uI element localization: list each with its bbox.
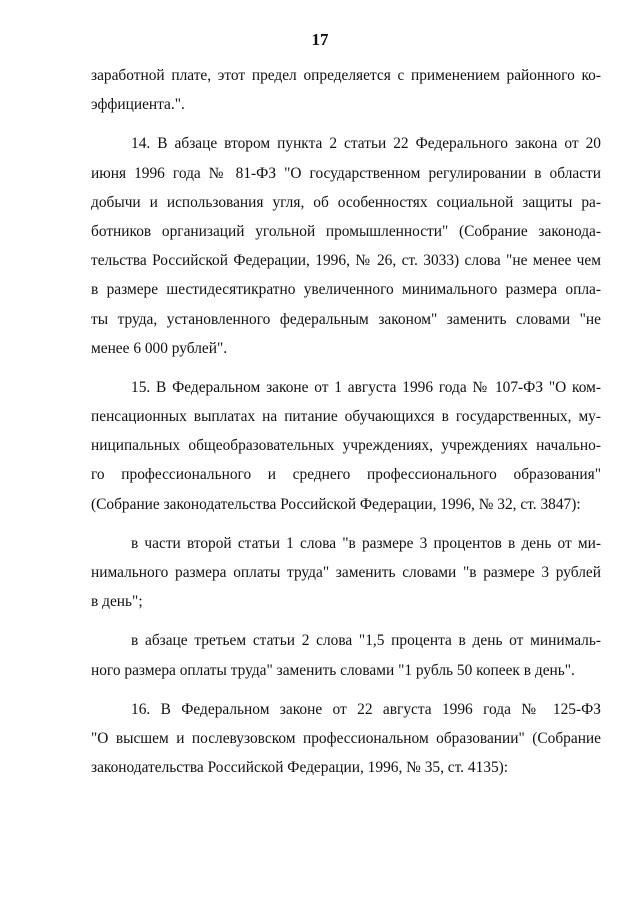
text-line: 15. В Федеральном законе от 1 августа 1996 года № 107-ФЗ "О ком- bbox=[131, 378, 601, 396]
text-line: в день"; bbox=[91, 593, 143, 611]
text-line: добычи и использования угля, об особенностях социальной защиты ра- bbox=[91, 193, 601, 211]
text-line: в размере шестидесятикратно увеличенного минимального размера опла- bbox=[91, 281, 601, 299]
text-line: го профессионального и среднего профессионального образования" bbox=[91, 466, 601, 484]
paragraph-article-1-change bbox=[91, 529, 601, 617]
text-line: 14. В абзаце втором пункта 2 статьи 22 Федерального закона от 20 bbox=[131, 135, 601, 153]
paragraph-item-15 bbox=[91, 373, 601, 519]
page-number: 17 bbox=[311, 30, 329, 49]
text-line: в части второй статьи 1 слова "в размере 3 процентов в день от ми- bbox=[131, 534, 601, 552]
text-line: ниципальных общеобразовательных учреждениях, учреждениях начально- bbox=[91, 437, 601, 455]
text-line: пенсационных выплатах на питание обучающихся в государственных, му- bbox=[91, 408, 601, 426]
text-line: тельства Российской Федерации, 1996, № 26, ст. 3033) слова "не менее чем bbox=[91, 252, 601, 270]
text-line: ботников организаций угольной промышленности" (Собрание законода- bbox=[91, 222, 601, 240]
paragraph-item-14 bbox=[91, 129, 601, 363]
text-line: менее 6 000 рублей". bbox=[91, 339, 228, 357]
document-body bbox=[91, 61, 601, 792]
text-line: нимального размера оплаты труда" заменить словами "в размере 3 рублей bbox=[91, 564, 601, 581]
text-line: 16. В Федеральном законе от 22 августа 1996 года № 125-ФЗ bbox=[131, 700, 601, 718]
text-line: ты труда, установленного федеральным законом" заменить словами "не bbox=[91, 310, 601, 328]
paragraph-item-16 bbox=[91, 695, 601, 783]
text-line: (Собрание законодательства Российской Федерации, 1996, № 32, ст. 3847): bbox=[91, 495, 581, 513]
text-line: в абзаце третьем статьи 2 слова "1,5 процента в день от минималь- bbox=[131, 632, 601, 650]
paragraph-article-2-change bbox=[91, 626, 601, 684]
text-line: июня 1996 года № 81-ФЗ "О государственном регулировании в области bbox=[91, 164, 601, 182]
text-line: "О высшем и послевузовском профессиональном образовании" (Собрание bbox=[91, 729, 601, 747]
paragraph-continuation bbox=[91, 61, 601, 119]
text-line: заработной плате, этот предел определяется с применением районного ко- bbox=[91, 67, 601, 84]
text-line: ного размера оплаты труда" заменить словами "1 рубль 50 копеек в день". bbox=[91, 661, 575, 679]
text-line: законодательства Российской Федерации, 1996, № 35, ст. 4135): bbox=[91, 759, 509, 777]
text-line: эффициента.". bbox=[91, 96, 185, 114]
